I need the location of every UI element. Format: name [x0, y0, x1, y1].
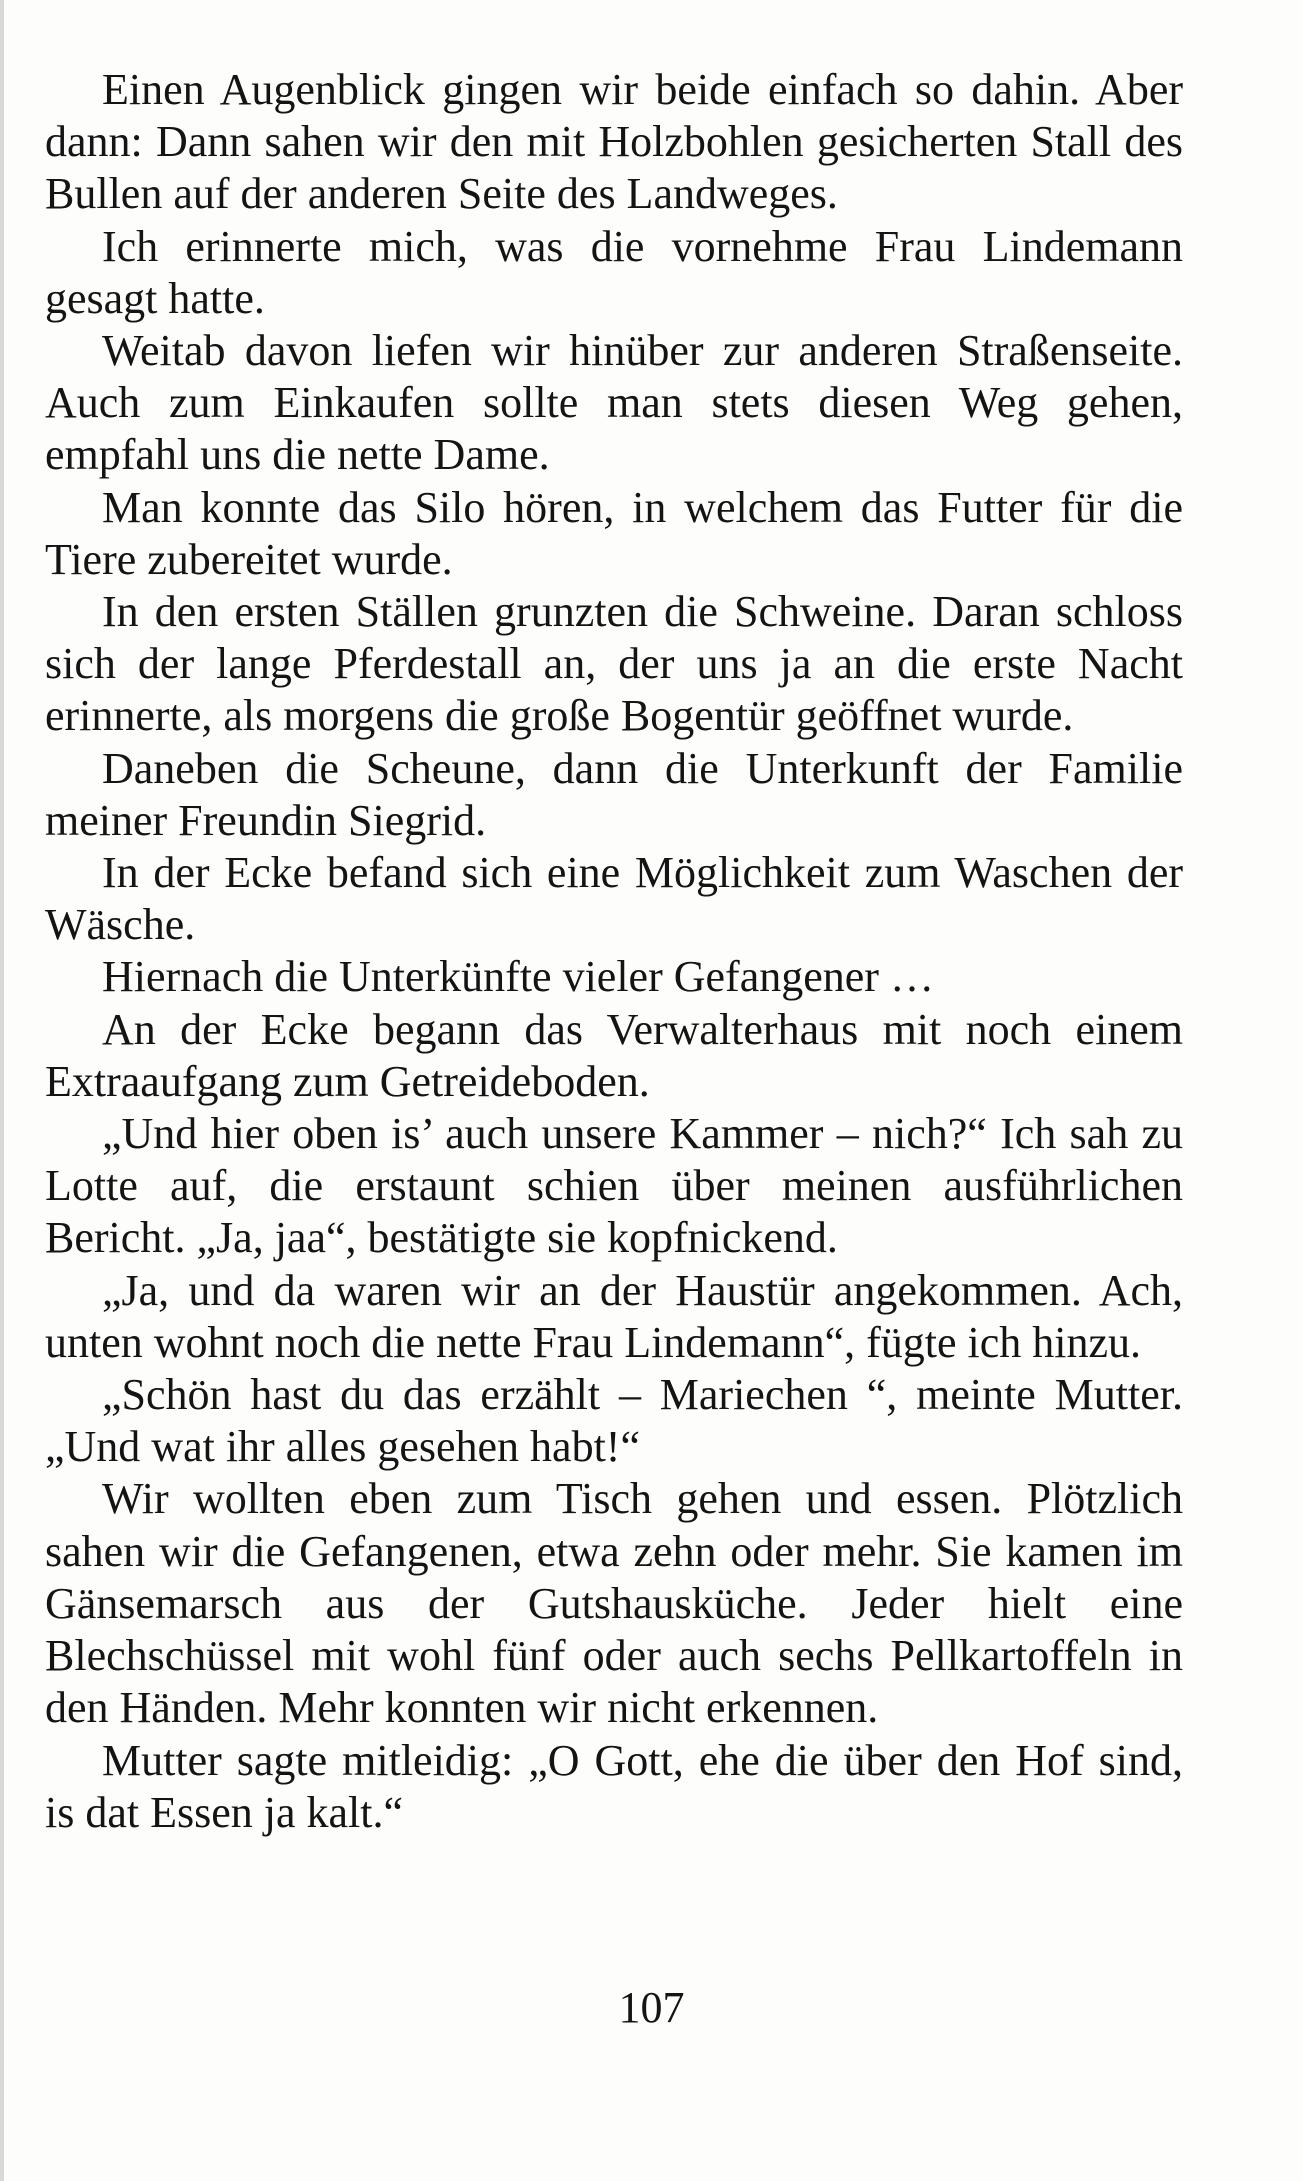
page-number: 107	[618, 1983, 685, 2032]
paragraph: Einen Augenblick gingen wir beide einfach so dahin. Aber dann: Dann sahen wir den mit Holzbohlen gesicherten Stall des Bullen auf der anderen Seite des Landweges.	[45, 65, 1183, 219]
paragraph: Ich erinnerte mich, was die vornehme Frau Lindemann gesagt hatte.	[45, 221, 1183, 323]
paragraph: „Schön hast du das erzählt – Mariechen “, meinte Mutter. „Und wat ihr alles gesehen habt!“	[45, 1370, 1183, 1472]
paragraph: Wir wollten eben zum Tisch gehen und essen. Plötzlich sahen wir die Gefangenen, etwa zehn oder mehr. Sie kamen im Gänsemarsch aus der Gutshausküche. Jeder hielt eine Blechschüssel mit wohl fünf oder auch sechs Pellkartoffeln in den Händen. Mehr konnten wir nicht erkennen.	[45, 1474, 1183, 1733]
paragraph: In der Ecke befand sich eine Möglichkeit zum Waschen der Wäsche.	[45, 848, 1183, 950]
paragraph: Mutter sagte mitleidig: „O Gott, ehe die über den Hof sind, is dat Essen ja kalt.“	[45, 1735, 1183, 1837]
paragraph: Daneben die Scheune, dann die Unterkunft der Familie meiner Freundin Siegrid.	[45, 743, 1183, 845]
paragraph: In den ersten Ställen grunzten die Schweine. Daran schloss sich der lange Pferdestall an, der uns ja an die erste Nacht erinnerte, als morgens die große Bogentür geöffnet wurde.	[45, 587, 1183, 741]
paragraph: Weitab davon liefen wir hinüber zur anderen Straßenseite. Auch zum Einkaufen sollte man stets diesen Weg gehen, empfahl uns die nette Dame.	[45, 326, 1183, 480]
paragraph: An der Ecke begann das Verwalterhaus mit noch einem Extraaufgang zum Getreideboden.	[45, 1004, 1183, 1106]
page-edge-shadow	[0, 0, 4, 2181]
paragraph: Man konnte das Silo hören, in welchem das Futter für die Tiere zubereitet wurde.	[45, 482, 1183, 584]
body-text	[45, 64, 1183, 1839]
paragraph: „Ja, und da waren wir an der Haustür angekommen. Ach, unten wohnt noch die nette Frau Lindemann“, fügte ich hinzu.	[45, 1265, 1183, 1367]
paragraph: Hiernach die Unterkünfte vieler Gefangener …	[102, 952, 934, 1002]
paragraph: „Und hier oben is’ auch unsere Kammer – nich?“ Ich sah zu Lotte auf, die erstaunt schien über meinen ausführlichen Bericht. „Ja, jaa“, bestätigte sie kopfnickend.	[45, 1109, 1183, 1263]
